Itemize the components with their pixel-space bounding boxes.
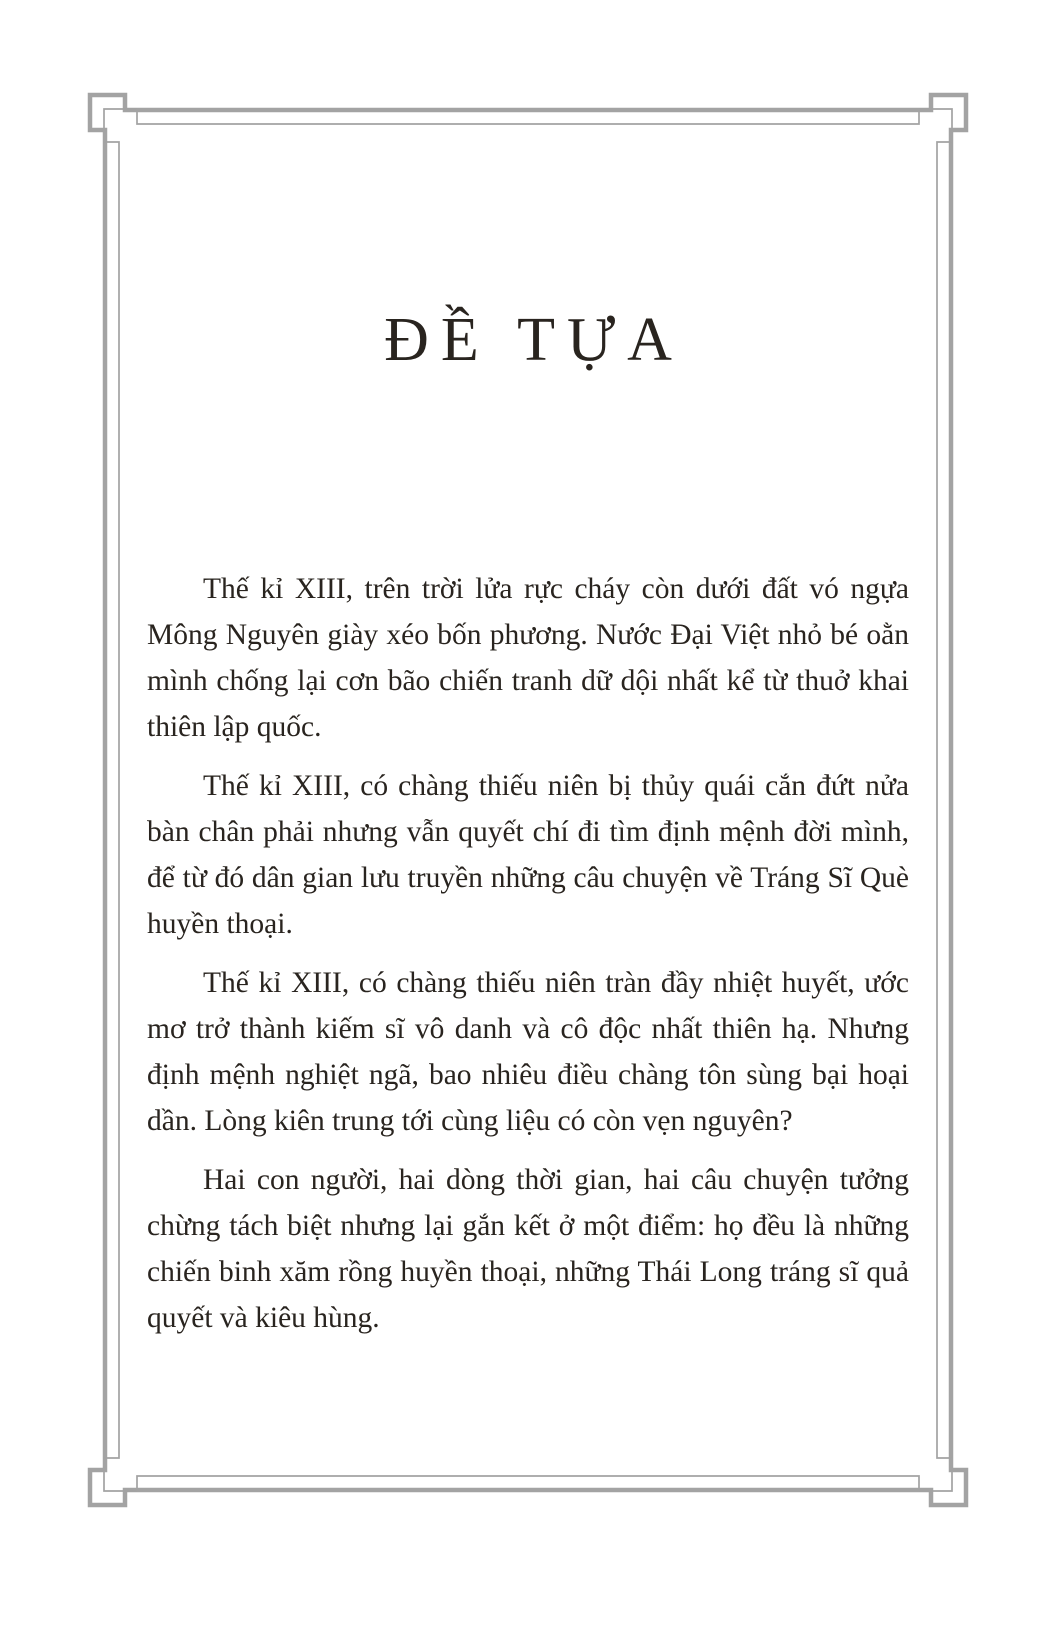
chapter-title: ĐỀ TỰA <box>384 306 684 374</box>
paragraph: Thế kỉ XIII, có chàng thiếu niên bị thủy quái cắn đứt nửa bàn chân phải nhưng vẫn quyết chí đi tìm định mệnh đời mình, để từ đó dân gian lưu truyền những câu chuyện về Tráng Sĩ Què huyền thoại. <box>147 770 909 940</box>
paragraph: Hai con người, hai dòng thời gian, hai câu chuyện tưởng chừng tách biệt nhưng lại gắn kết ở một điểm: họ đều là những chiến binh xăm rồng huyền thoại, những Thái Long tráng sĩ quả quyết và kiêu hùng. <box>147 1164 909 1334</box>
paragraph: Thế kỉ XIII, có chàng thiếu niên tràn đầy nhiệt huyết, ước mơ trở thành kiếm sĩ vô danh và cô độc nhất thiên hạ. Nhưng định mệnh nghiệt ngã, bao nhiêu điều chàng tôn sùng bại hoại dần. Lòng kiên trung tới cùng liệu có còn vẹn nguyên? <box>147 967 909 1137</box>
body-text <box>147 566 909 1341</box>
page-content <box>147 0 909 1354</box>
paragraph: Thế kỉ XIII, trên trời lửa rực cháy còn dưới đất vó ngựa Mông Nguyên giày xéo bốn phương. Nước Đại Việt nhỏ bé oằn mình chống lại cơn bão chiến tranh dữ dội nhất kể từ thuở khai thiên lập quốc. <box>147 573 909 743</box>
